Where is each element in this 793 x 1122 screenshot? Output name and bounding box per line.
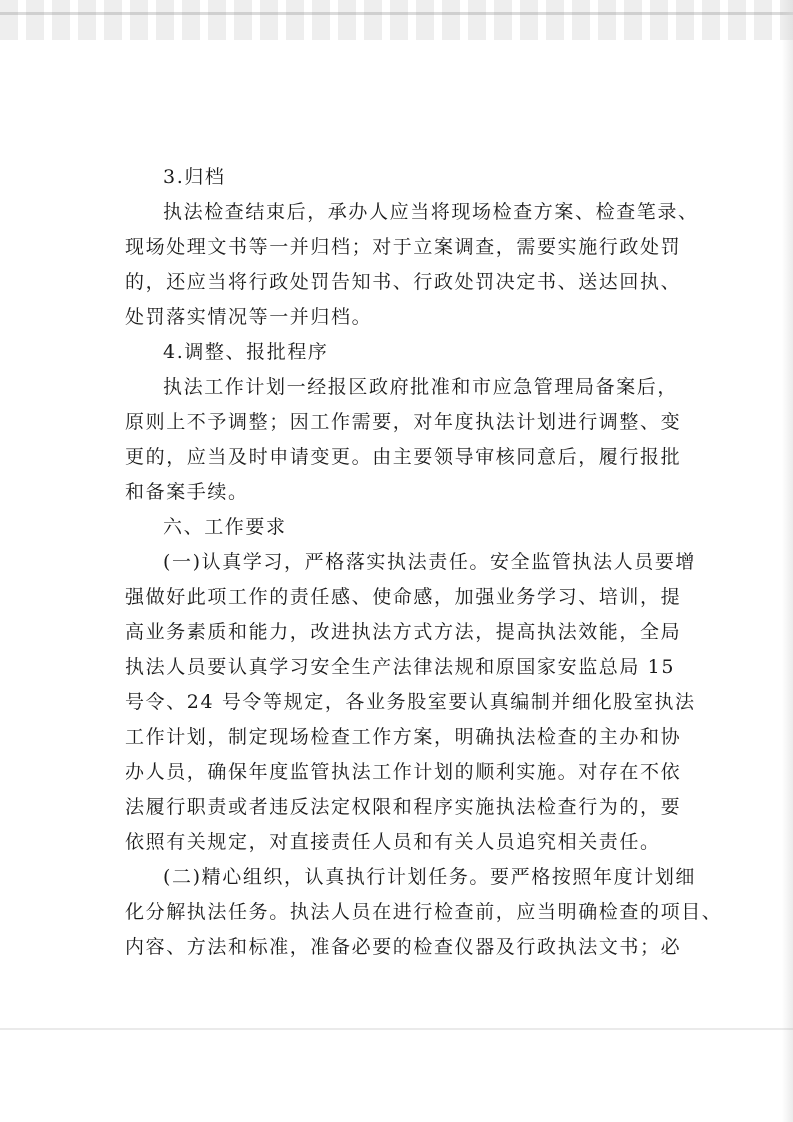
paragraph-line: 的，还应当将行政处罚告知书、行政处罚决定书、送达回执、 — [125, 271, 682, 293]
paragraph-line: 办人员，确保年度监管执法工作计划的顺利实施。对存在不依 — [125, 761, 682, 783]
heading-adjustment: 4.调整、报批程序 — [163, 341, 329, 363]
heading-archiving: 3.归档 — [163, 166, 226, 188]
paragraph-line: 工作计划，制定现场检查工作方案，明确执法检查的主办和协 — [125, 726, 682, 748]
paragraph-line: 执法检查结束后，承办人应当将现场检查方案、检查笔录、 — [163, 201, 699, 223]
paragraph-line: 执法工作计划一经报区政府批准和市应急管理局备案后， — [163, 376, 679, 398]
paragraph-line: 高业务素质和能力，改进执法方式方法，提高执法效能，全局 — [125, 621, 682, 643]
paragraph-line: 原则上不予调整；因工作需要，对年度执法计划进行调整、变 — [125, 411, 682, 433]
paragraph-line: 更的，应当及时申请变更。由主要领导审核同意后，履行报批 — [125, 446, 682, 468]
scan-top-edge — [0, 0, 793, 40]
paragraph-line: 法履行职责或者违反法定权限和程序实施执法检查行为的，要 — [125, 796, 682, 818]
scan-bottom-edge — [0, 1028, 793, 1030]
paragraph-line: 强做好此项工作的责任感、使命感，加强业务学习、培训，提 — [125, 586, 682, 608]
paragraph-line: 号令、24 号令等规定，各业务股室要认真编制并细化股室执法 — [125, 691, 696, 713]
paragraph-line: 现场处理文书等一并归档；对于立案调查，需要实施行政处罚 — [125, 236, 682, 258]
paragraph-line: 依照有关规定，对直接责任人员和有关人员追究相关责任。 — [125, 831, 661, 853]
paragraph-line: 化分解执法任务。执法人员在进行检查前，应当明确检查的项目、 — [125, 901, 723, 923]
paragraph-line: (二)精心组织，认真执行计划任务。要严格按照年度计划细 — [163, 866, 697, 888]
paragraph-line: 处罚落实情况等一并归档。 — [125, 306, 373, 328]
section-heading-work-requirements: 六、工作要求 — [163, 516, 287, 538]
scan-right-edge — [782, 0, 793, 1122]
paragraph-line: (一)认真学习，严格落实执法责任。安全监管执法人员要增 — [163, 551, 697, 573]
document-body — [125, 160, 723, 965]
paragraph-line: 和备案手续。 — [125, 481, 249, 503]
paragraph-line: 执法人员要认真学习安全生产法律法规和原国家安监总局 15 — [125, 656, 676, 678]
paragraph-line: 内容、方法和标准，准备必要的检查仪器及行政执法文书；必 — [125, 936, 682, 958]
